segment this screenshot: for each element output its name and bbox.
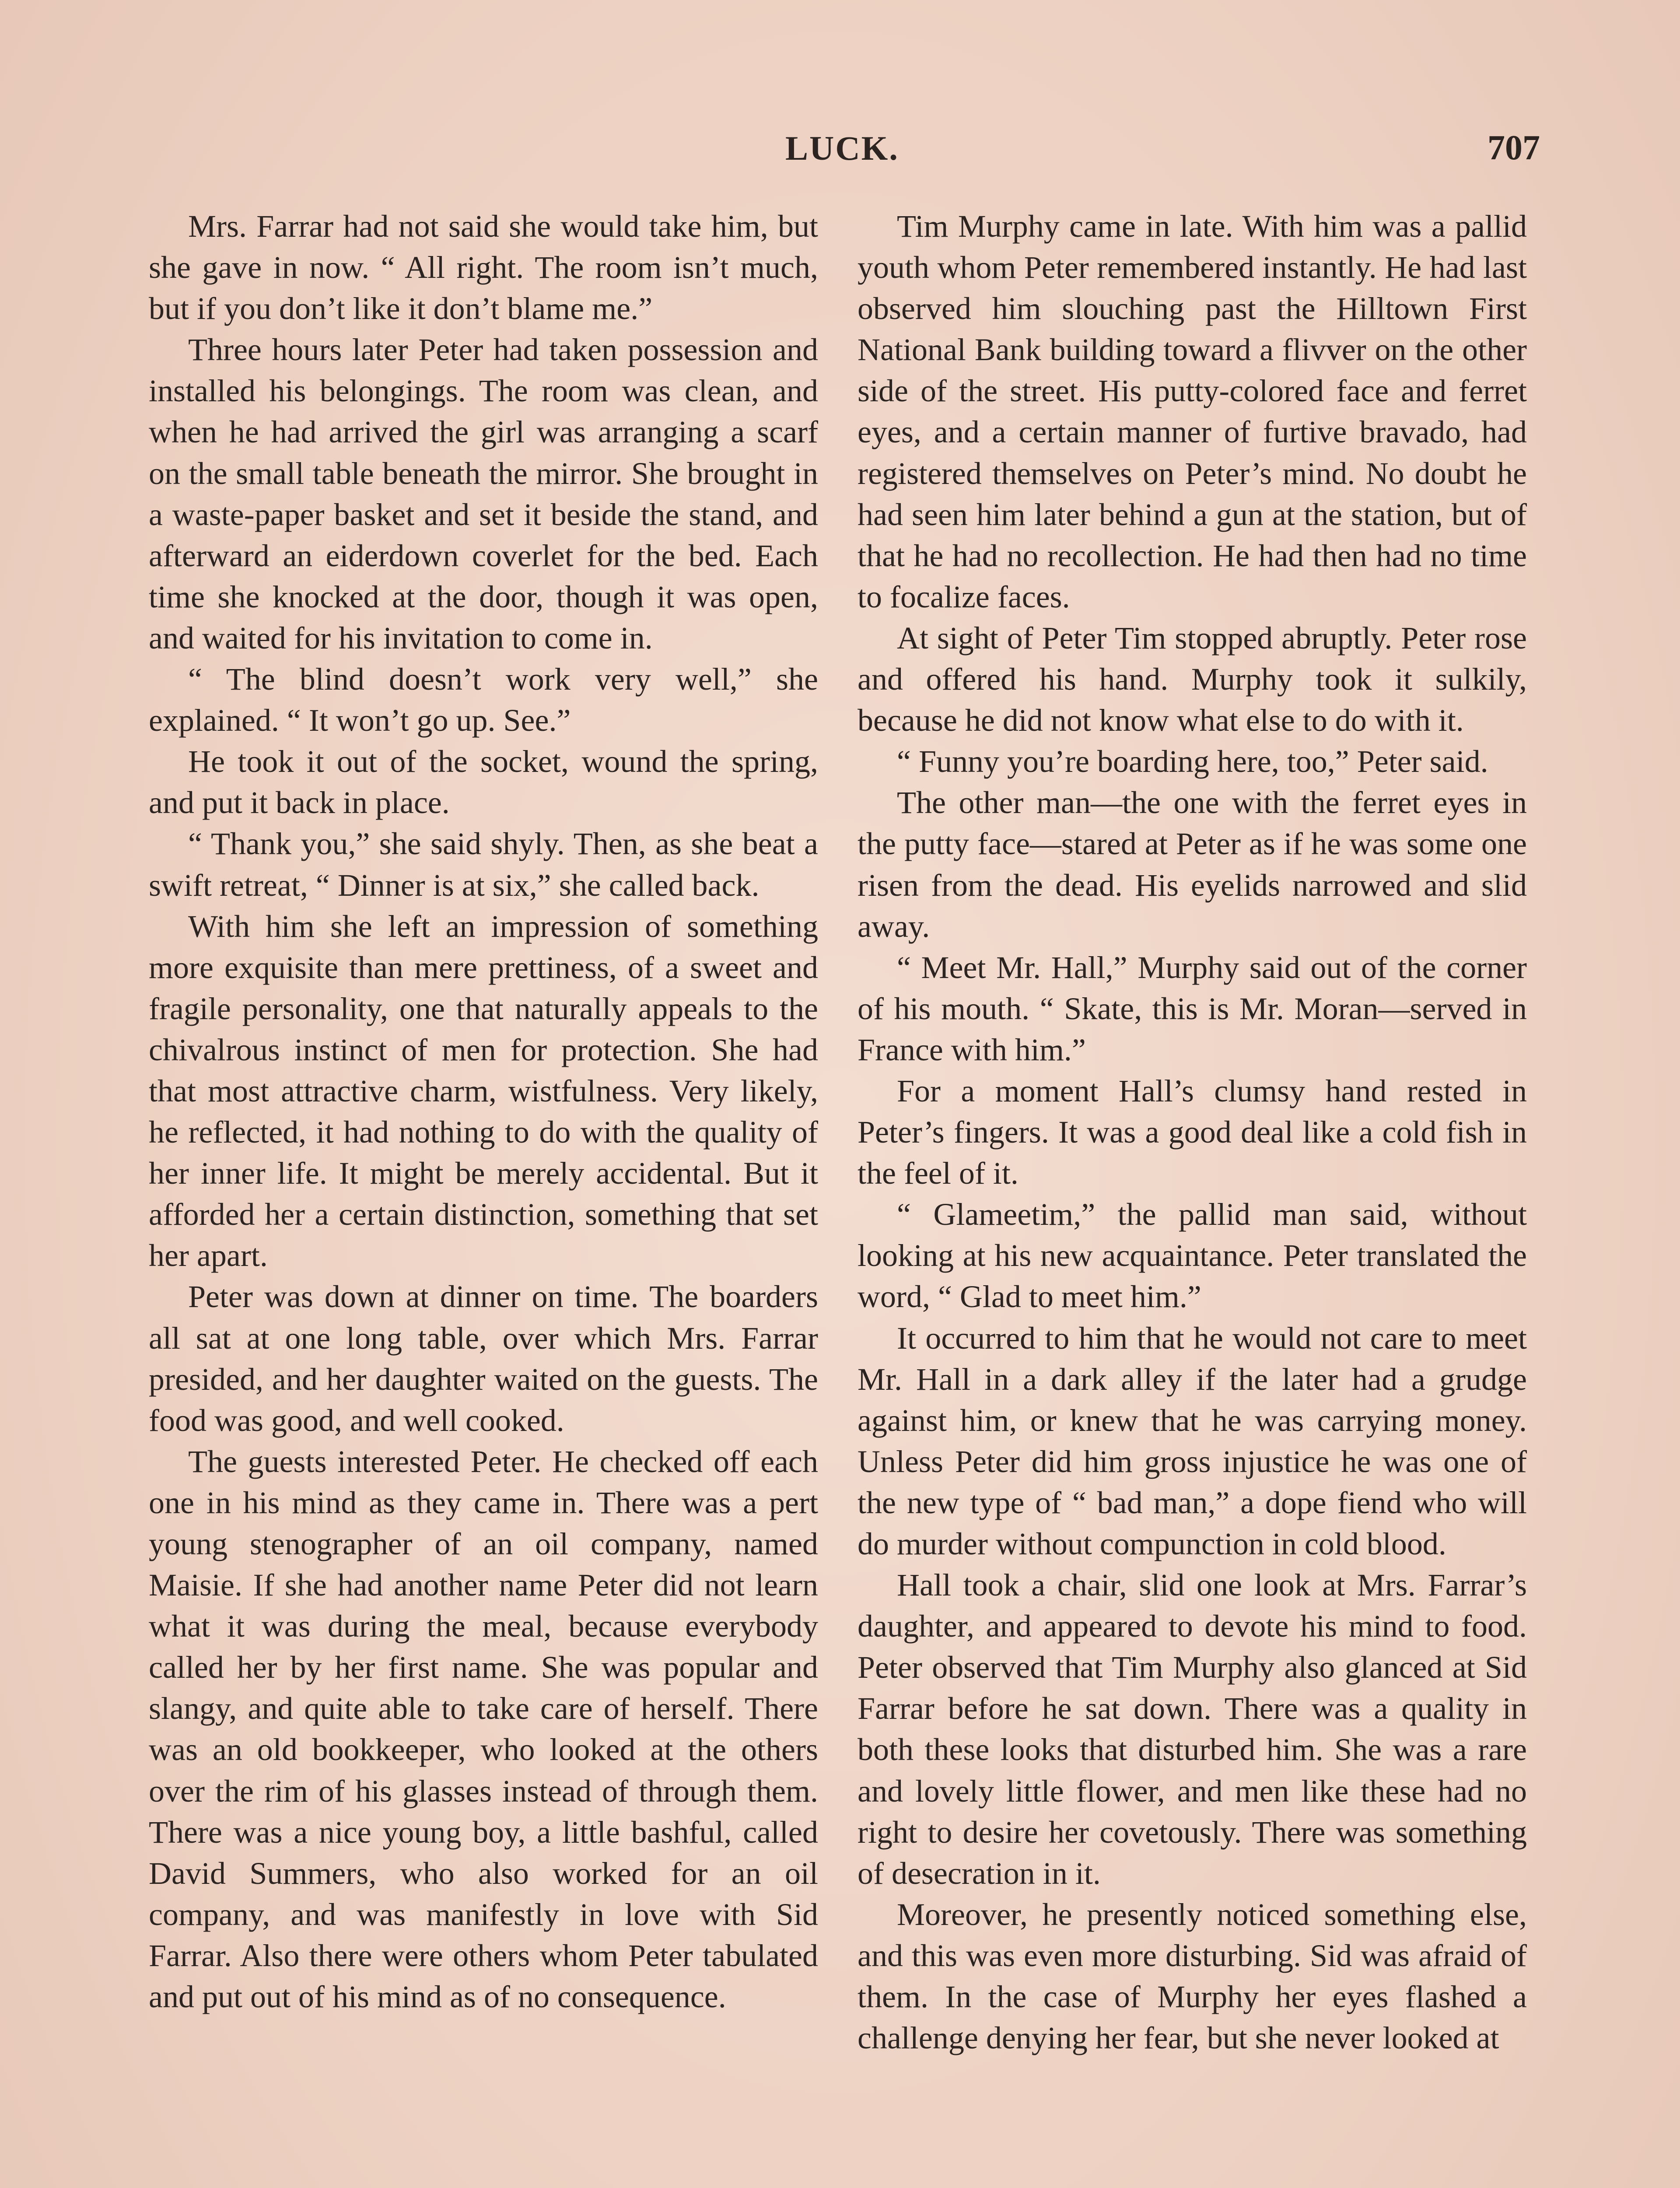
- paragraph: It occurred to him that he would not care to meet Mr. Hall in a dark alley if the later had a grudge against him, or knew that he was carrying money. Unless Peter did him gross injustice he was one of the new type of “ bad man,” a dope fiend who will do murder without compunction in cold blood.: [858, 1320, 1527, 1561]
- page-number: 707: [1488, 129, 1540, 167]
- right-column: [858, 206, 1527, 2058]
- paragraph: “ Thank you,” she said shyly. Then, as she beat a swift retreat, “ Dinner is at six,” she called back.: [149, 826, 818, 903]
- paragraph: Peter was down at dinner on time. The boarders all sat at one long table, over which Mrs. Farrar presided, and her daughter waited on the guests. The food was good, and well cooked.: [149, 1279, 818, 1438]
- left-column: [149, 206, 818, 2017]
- paragraph: The other man—the one with the ferret eyes in the putty face—stared at Peter as if he was some one risen from the dead. His eyelids narrowed and slid away.: [858, 785, 1527, 944]
- paragraph: Moreover, he presently noticed something else, and this was even more disturbing. Sid was afraid of them. In the case of Murphy her eyes flashed a challenge denying her fear, but she never looked at: [858, 1897, 1527, 2056]
- paragraph: At sight of Peter Tim stopped abruptly. Peter rose and offered his hand. Murphy took it sulkily, because he did not know what else to do with it.: [858, 620, 1527, 738]
- paragraph: Hall took a chair, slid one look at Mrs. Farrar’s daughter, and appeared to devote his mind to food. Peter observed that Tim Murphy also glanced at Sid Farrar before he sat down. There was a quality in both these looks that disturbed him. She was a rare and lovely little flower, and men like these had no right to desire her covetously. There was something of desecration in it.: [858, 1567, 1527, 1891]
- paragraph: Three hours later Peter had taken possession and installed his belongings. The room was clean, and when he had arrived the girl was arranging a scarf on the small table beneath the mirror. She brought in a waste-paper basket and set it beside the stand, and afterward an eiderdown coverlet for the bed. Each time she knocked at the door, though it was open, and waited for his invitation to come in.: [149, 332, 818, 656]
- paragraph: “ The blind doesn’t work very well,” she explained. “ It won’t go up. See.”: [149, 662, 818, 738]
- running-title: LUCK.: [785, 129, 899, 167]
- paragraph: With him she left an impression of something more exquisite than mere prettiness, of a sweet and fragile personality, one that naturally appeals to the chivalrous instinct of men for protection. She had that most attractive charm, wistfulness. Very likely, he reflected, it had nothing to do with the quality of her inner life. It might be merely accidental. But it afforded her a certain distinction, something that set her apart.: [149, 908, 818, 1273]
- paragraph: Tim Murphy came in late. With him was a pallid youth whom Peter remembered instantly. He had last observed him slouching past the Hilltown First National Bank building toward a flivver on the other side of the street. His putty-colored face and ferret eyes, and a certain manner of furtive bravado, had registered themselves on Peter’s mind. No doubt he had seen him later behind a gun at the station, but of that he had no recollection. He had then had no time to focalize faces.: [858, 209, 1527, 614]
- paragraph: He took it out of the socket, wound the spring, and put it back in place.: [149, 744, 818, 820]
- paragraph: “ Meet Mr. Hall,” Murphy said out of the corner of his mouth. “ Skate, this is Mr. Moran—served in France with him.”: [858, 950, 1527, 1067]
- paragraph: Mrs. Farrar had not said she would take him, but she gave in now. “ All right. The room isn’t much, but if you don’t like it don’t blame me.”: [149, 209, 818, 326]
- paragraph: “ Glameetim,” the pallid man said, without looking at his new acquaintance. Peter translated the word, “ Glad to meet him.”: [858, 1197, 1527, 1315]
- paragraph: For a moment Hall’s clumsy hand rested in Peter’s fingers. It was a good deal like a cold fish in the feel of it.: [858, 1073, 1527, 1191]
- paragraph: The guests interested Peter. He checked off each one in his mind as they came in. There was a pert young stenographer of an oil company, named Maisie. If she had another name Peter did not learn what it was during the meal, because everybody called her by her first name. She was popular and slangy, and quite able to take care of herself. There was an old bookkeeper, who looked at the others over the rim of his glasses instead of through them. There was a nice young boy, a little bashful, called David Summers, who also worked for an oil company, and was manifestly in love with Sid Farrar. Also there were others whom Peter tabulated and put out of his mind as of no consequence.: [149, 1444, 818, 2015]
- paragraph: “ Funny you’re boarding here, too,” Peter said.: [897, 744, 1488, 779]
